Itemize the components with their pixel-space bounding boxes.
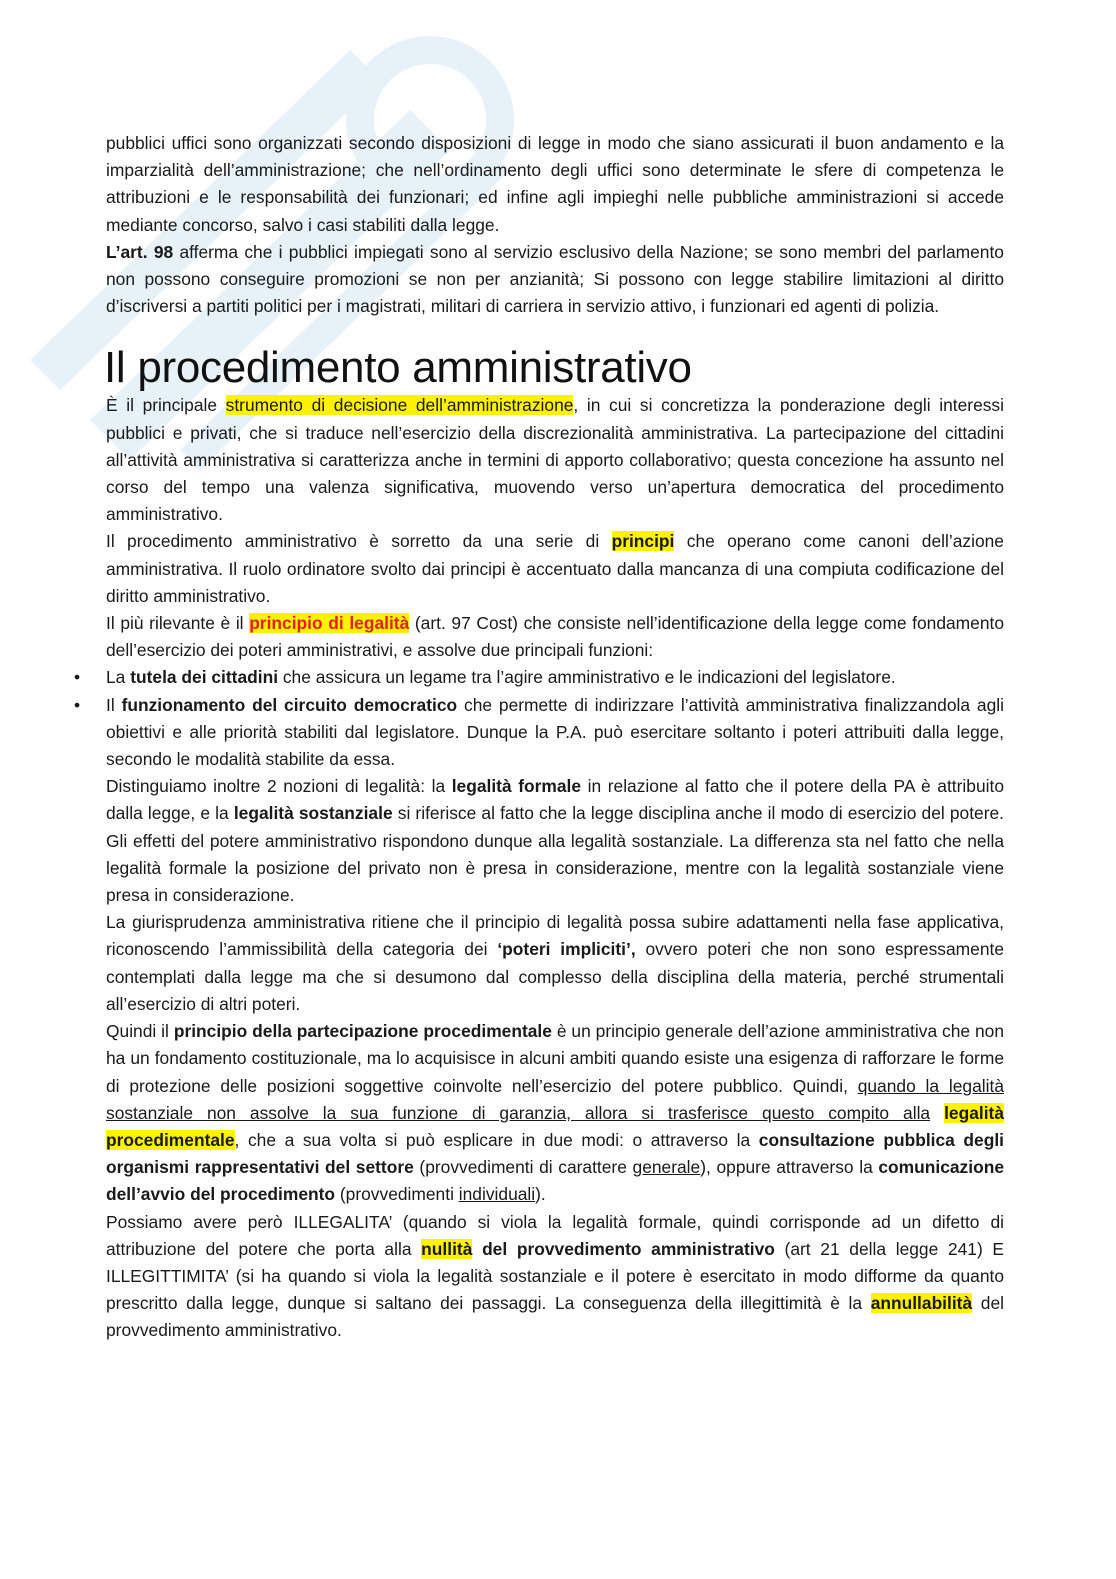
text-run: Quindi il	[106, 1021, 174, 1042]
bold-term: legalità formale	[451, 776, 582, 797]
text-run: (art 21 della legge 241) E ILLEGITTIMITA’ (si ha quando si viola la legalità sostanziale e il potere è esercitato in modo difforme da quanto prescritto dalla legge, dunque si saltano dei passaggi. La conseguenza della illegittimità è la	[106, 1238, 1005, 1314]
bold-term: tutela dei cittadini	[130, 667, 279, 688]
section-heading: Il procedimento amministrativo	[104, 343, 692, 393]
text-run: del provvedimento amministrativo.	[106, 1293, 1004, 1341]
text-run: Il	[106, 694, 122, 715]
bold-term: comunicazione dell’avvio del procedimento	[106, 1157, 1004, 1205]
text-run: che assicura un legame tra l’agire amministrativo e le indicazioni del legislatore.	[278, 667, 896, 688]
functions-list	[73, 664, 1004, 773]
section-paragraph-6	[106, 1018, 1004, 1208]
text-run	[472, 1239, 482, 1259]
underlined-text: individuali	[458, 1184, 536, 1205]
underlined-text: generale	[632, 1157, 701, 1178]
text-run: La giurisprudenza amministrativa ritiene che il principio di legalità possa subire adattamenti nella fase applicativa, riconoscendo l’ammissibilità della categoria dei	[106, 912, 1004, 960]
text-run: È il principale	[106, 395, 226, 416]
text-run: ).	[535, 1184, 546, 1205]
highlight-strumento: strumento di decisione dell’amministrazione	[225, 395, 574, 416]
text-run: Distinguiamo inoltre 2 nozioni di legalità: la	[106, 776, 452, 797]
text-run: (art. 97 Cost) che consiste nell’identificazione della legge come fondamento dell’esercizio dei poteri amministrativi, e assolve due principali funzioni:	[106, 613, 1004, 661]
art98-text: afferma che i pubblici impiegati sono al servizio esclusivo della Nazione; se sono membri del parlamento non possono conseguire promozioni se non per anzianità; Si possono con legge stabilire limitazioni al diritto d’iscriversi a partiti politici per i magistrati, militari di carriera in servizio attivo, i funzionari ed agenti di polizia.	[106, 241, 1004, 317]
bold-term: consultazione pubblica degli organismi rappresentativi del settore	[106, 1129, 1004, 1178]
text-run	[930, 1103, 944, 1123]
intro-text: pubblici uffici sono organizzati secondo disposizioni di legge in modo che siano assicurati il buon andamento e la imparzialità dell’amministrazione; che nell’ordinamento degli uffici sono determinate le sfere di competenza le attribuzioni e le responsabilità dei funzionari; ed infine agli impieghi nelle pubbliche amministrazioni si accede mediante concorso, salvo i casi stabiliti dalla legge.	[106, 133, 1004, 235]
section-paragraph-5	[106, 909, 1004, 1018]
text-run: Il procedimento amministrativo è sorretto da una serie di	[106, 531, 612, 552]
text-run: ovvero poteri che non sono espressamente contemplati dalla legge ma che si desumono dal complesso della disciplina della materia, perché strumentali all’esercizio di altri poteri.	[106, 939, 1004, 1014]
text-run: ), oppure attraverso la	[700, 1157, 879, 1178]
highlight-nullita: nullità	[421, 1238, 473, 1259]
bold-term: principio della partecipazione procedimentale	[173, 1021, 552, 1042]
bullet-icon: •	[73, 694, 81, 715]
section-paragraph-7	[106, 1209, 1004, 1345]
section-paragraph-4	[106, 773, 1004, 909]
bold-term: del provvedimento amministrativo	[482, 1238, 775, 1259]
bold-term: ‘poteri impliciti’,	[497, 939, 636, 960]
text-run: (provvedimenti	[335, 1184, 459, 1205]
text-run: è un principio generale dell’azione amministrativa che non ha un fondamento costituzionale, ma lo acquisisce in alcuni ambiti quando esiste una esigenza di rafforzare le forme di protezione delle posizioni soggettive coinvolte nell’esercizio del potere pubblico. Quindi,	[106, 1021, 1004, 1096]
list-item	[73, 692, 1004, 774]
text-run: si riferisce al fatto che la legge disciplina anche il modo di esercizio del potere. Gli effetti del potere amministrativo rispondono dunque alla legalità sostanziale. La differenza sta nel fatto che nella legalità formale la posizione del privato non è presa in considerazione, mentre con la legalità sostanziale viene presa in considerazione.	[106, 803, 1004, 906]
text-run: La	[106, 667, 131, 688]
highlight-legalita-procedimentale: legalità procedimentale	[106, 1102, 1004, 1150]
section-paragraph-1	[106, 392, 1004, 528]
list-item	[73, 664, 1004, 691]
bold-term: funzionamento del circuito democratico	[121, 694, 458, 715]
underlined-text: quando la legalità sostanziale non assolve la sua funzione di garanzia, allora si trasferisce questo compito alla	[106, 1075, 1005, 1123]
text-run: che operano come canoni dell’azione amministrativa. Il ruolo ordinatore svolto dai principi è accentuato dalla mancanza di una compiuta codificazione del diritto amministrativo.	[106, 531, 1004, 606]
text-run: Possiamo avere però ILLEGALITA’ (quando si viola la legalità formale, quindi corrisponde ad un difetto di attribuzione del potere che porta alla	[106, 1211, 1004, 1259]
highlight-annullabilita: annullabilità	[870, 1293, 973, 1314]
highlight-principio-legalita: principio di legalità	[249, 613, 410, 634]
bold-term: legalità sostanziale	[233, 803, 393, 824]
text-run: Il più rilevante è il	[106, 613, 250, 634]
bullet-icon: •	[73, 667, 81, 688]
section-paragraph-3	[106, 610, 1004, 664]
text-run: in relazione al fatto che il potere della PA è attribuito dalla legge, e la	[106, 776, 1004, 824]
text-run: , che a sua volta si può esplicare in due modi: o attraverso la	[234, 1129, 759, 1150]
text-run: che permette di indirizzare l’attività amministrativa finalizzandola agli obiettivi e alle priorità stabiliti dal legislatore. Dunque la P.A. può esercitare soltanto i poteri attribuiti dalla legge, secondo le modalità stabilite da essa.	[106, 694, 1004, 770]
document-body	[73, 130, 1005, 1345]
section-paragraph-2	[106, 528, 1004, 610]
highlight-principi: principi	[611, 531, 675, 552]
intro-paragraph	[106, 130, 1004, 239]
text-run: (provvedimenti di carattere	[413, 1157, 633, 1178]
text-run: , in cui si concretizza la ponderazione degli interessi pubblici e privati, che si traduce nell’esercizio della discrezionalità amministrativa. La partecipazione del cittadini all’attività amministrativa si caratterizza anche in termini di apporto collaborativo; questa concezione ha assunto nel corso del tempo una valenza significativa, muovendo verso un’apertura democratica del procedimento amministrativo.	[106, 395, 1004, 525]
art98-paragraph	[106, 239, 1004, 321]
art98-label: L’art. 98	[106, 241, 174, 262]
